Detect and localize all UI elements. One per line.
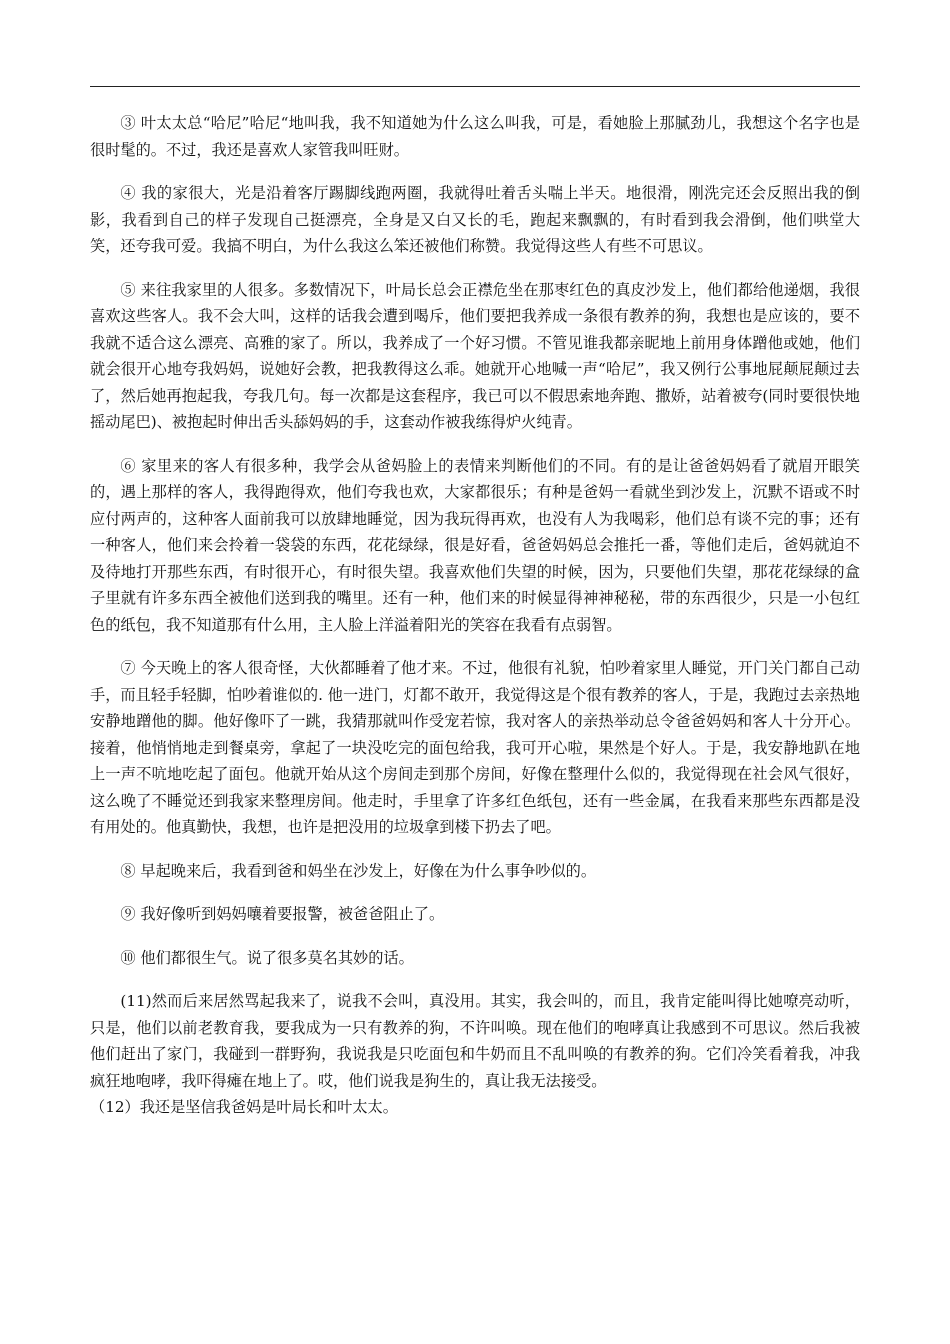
paragraph-5: ⑤ 来往我家里的人很多。多数情况下，叶局长总会正襟危坐在那枣红色的真皮沙发上，他们都给他递烟，我很喜欢这些客人。我不会大叫，这样的话我会遭到喝斥，他们要把我养成一条很有教养的狗，我想也是应该的，要不我就不适合这么漂亮、高雅的家了。所以，我养成了一个好习惯。不管见谁我都亲昵地上前用身体蹭他或她，他们就会很开心地夸我妈妈，说她好会教，把我教得这么乖。她就开心地喊一声“哈尼”，我又例行公事地屁颠屁颠过去了，然后她再抱起我，夸我几句。每一次都是这套程序，我已可以不假思索地奔跑、撒娇，站着被夸(同时要很快地摇动尾巴)、被抱起时伸出舌头舔妈妈的手，这套动作被我练得炉火纯青。 [90, 280, 860, 431]
paragraph-6: ⑥ 家里来的客人有很多种，我学会从爸妈脸上的表情来判断他们的不同。有的是让爸爸妈妈看了就眉开眼笑的，遇上那样的客人，我得跑得欢，他们夸我也欢，大家都很乐；有种是爸妈一看就坐到沙发上，沉默不语或不时应付两声的，这种客人面前我可以放肆地睡觉，因为我玩得再欢，也没有人为我喝彩，他们总有谈不完的事；还有一种客人，他们来会拎着一袋袋的东西，花花绿绿，很是好看，爸爸妈妈总会推托一番，等他们走后，爸妈就迫不及待地打开那些东西，有时很开心，有时很失望。我喜欢他们失望的时候，因为，只要他们失望，那花花绿绿的盒子里就有许多东西全被他们送到我的嘴里。还有一种，他们来的时候显得神神秘秘，带的东西很少，只是一小包红色的纸包，我不知道那有什么用，主人脸上洋溢着阳光的笑容在我看有点弱智。 [90, 456, 860, 634]
paragraph-12: （12）我还是坚信我爸妈是叶局长和叶太太。 [90, 1098, 398, 1116]
paragraph-7: ⑦ 今天晚上的客人很奇怪，大伙都睡着了他才来。不过，他很有礼貌，怕吵着家里人睡觉，开门关门都自己动手，而且轻手轻脚，怕吵着谁似的. 他一进门，灯都不敢开，我觉得这是个很有教养的客人，于是，我跑过去亲热地安静地蹭他的脚。他好像吓了一跳，我猜那就叫作受宠若惊，我对客人的亲热举动总令爸爸妈妈和客人十分开心。接着，他悄悄地走到餐桌旁，拿起了一块没吃完的面包给我，我可开心啦，果然是个好人。于是，我安静地趴在地上一声不吭地吃起了面包。他就开始从这个房间走到那个房间，好像在整理什么似的，我觉得现在社会风气很好，这么晚了不睡觉还到我家来整理房间。他走时，手里拿了许多红色纸包，还有一些金属，在我看来那些东西都是没有用处的。他真勤快，我想，也许是把没用的垃圾拿到楼下扔去了吧。 [90, 659, 860, 836]
paragraph-8: ⑧ 早起晚来后，我看到爸和妈坐在沙发上，好像在为什么事争吵似的。 [120, 861, 597, 880]
paragraph-4: ④ 我的家很大，光是沿着客厅踢脚线跑两圈，我就得吐着舌头喘上半天。地很滑，刚洗完还会反照出我的倒影，我看到自己的样子发现自己挺漂亮，全身是又白又长的毛，跑起来飘飘的，有时看到我会滑倒，他们哄堂大笑，还夸我可爱。我搞不明白，为什么我这么笨还被他们称赞。我觉得这些人有些不可思议。 [90, 184, 860, 255]
paragraph-9: ⑨ 我好像听到妈妈嚷着要报警，被爸爸阻止了。 [120, 905, 445, 923]
document-body [90, 110, 860, 1121]
paragraph-11: (11)然而后来居然骂起我来了，说我不会叫，真没用。其实，我会叫的，而且，我肯定能叫得比她嘹亮动听，只是，他们以前老教育我，要我成为一只有教养的狗，不许叫唤。现在他们的咆哮真让我感到不可思议。然后我被他们赶出了家门，我碰到一群野狗，我说我是只吃面包和牛奶而且不乱叫唤的有教养的狗。它们冷笑看着我，冲我疯狂地咆哮，我吓得瘫在地上了。哎，他们说我是狗生的，真让我无法接受。 [90, 992, 860, 1090]
paragraph-3: ③ 叶太太总“哈尼”哈尼“地叫我，我不知道她为什么这么叫我，可是，看她脸上那腻劲儿，我想这个名字也是很时髦的。不过，我还是喜欢人家管我叫旺财。 [90, 114, 860, 159]
header-rule [90, 86, 860, 87]
paragraph-10: ⑩ 他们都很生气。说了很多莫名其妙的话。 [120, 948, 414, 967]
